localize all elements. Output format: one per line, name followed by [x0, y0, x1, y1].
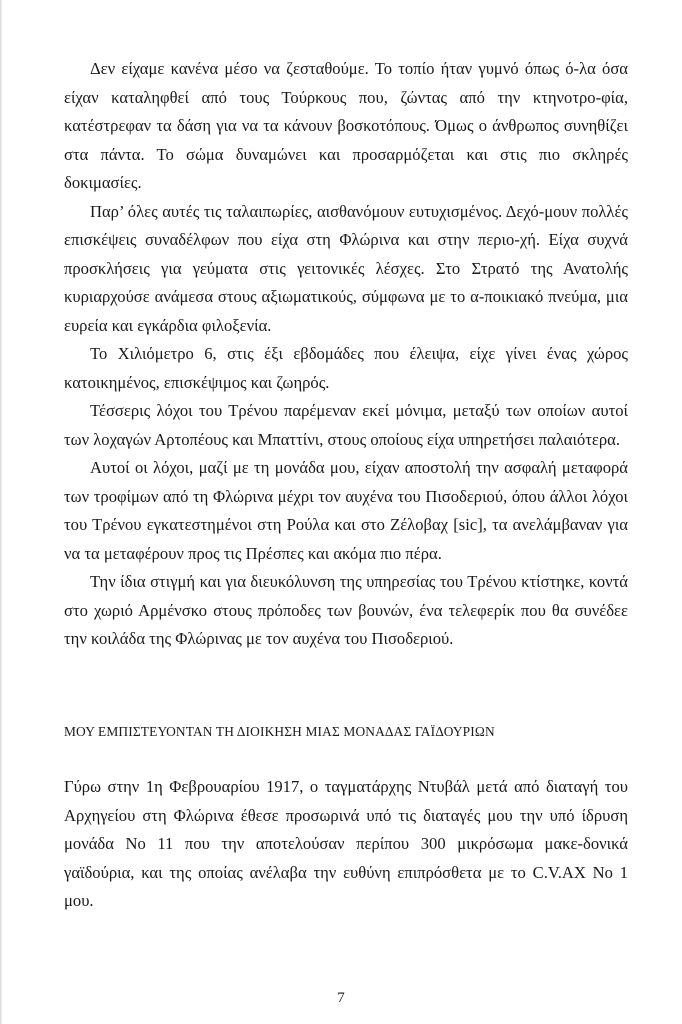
paragraph: Γύρω στην 1η Φεβρουαρίου 1917, ο ταγματάρχης Ντυβάλ μετά από διαταγή του Αρχηγείου στη Φλώρινα έθεσε προσωρινά υπό τις διαταγές μου την υπό ίδρυση μονάδα Νο 11 που την αποτελούσαν περίπου 300 μικρόσωμα μακε-δονικά γαϊδούρια, και της οποίας ανέλαβα την ευθύνη επιπρόσθετα με το C.V.AX Νο 1 μου. — [64, 777, 628, 910]
paragraph: Το Χιλιόμετρο 6, στις έξι εβδομάδες που έλειψα, είχε γίνει ένας χώρος κατοικημένος, επισκέψιμος και ζωηρός. — [64, 344, 628, 392]
paragraph: Τέσσερις λόχοι του Τρένου παρέμεναν εκεί μόνιμα, μεταξύ των οποίων αυτοί των λοχαγών Αρτοπέους και Μπαττίνι, στους οποίους είχα υπηρετήσει παλαιότερα. — [64, 401, 628, 449]
paragraph: Δεν είχαμε κανένα μέσο να ζεσταθούμε. Το τοπίο ήταν γυμνό όπως ό-λα όσα είχαν καταληφθεί από τους Τούρκους που, ζώντας από την κτηνοτρο-φία, κατέστρεφαν τα δάση για να τα κάνουν βοσκοτόπους. Όμως ο άνθρωπος συνηθίζει στα πάντα. Το σώμα δυναμώνει και προσαρμόζεται και στις πιο σκληρές δοκιμασίες. — [64, 59, 628, 192]
page-edge-shadow — [0, 0, 3, 1024]
page-number: 7 — [337, 990, 345, 1006]
paragraph: Την ίδια στιγμή και για διευκόλυνση της υπηρεσίας του Τρένου κτίστηκε, κοντά στο χωριό Αρμένσκο στους πρόποδες των βουνών, ένα τελεφερίκ που θα συνέδεε την κοιλάδα της Φλώρινας με τον αυχένα του Πισοδεριού. — [64, 572, 628, 648]
paragraph: Παρ’ όλες αυτές τις ταλαιπωρίες, αισθανόμουν ευτυχισμένος. Δεχό-μουν πολλές επισκέψεις συναδέλφων που είχα στη Φλώρινα και στην περιο-χή. Είχα συχνά προσκλήσεις για γεύματα στις γειτονικές λέσχες. Στο Στρατό της Ανατολής κυριαρχούσε ανάμεσα στους αξιωματικούς, σύμφωνα με το α-ποικιακό πνεύμα, μια ευρεία και εγκάρδια φιλοξενία. — [64, 201, 628, 335]
section-heading: ΜΟΥ ΕΜΠΙΣΤΕΥΟΝΤΑΝ ΤΗ ΔΙΟΙΚΗΣΗ ΜΙΑΣ ΜΟΝΑΔΑΣ ΓΑΪΔΟΥΡΙΩΝ — [64, 724, 495, 739]
paragraph: Αυτοί οι λόχοι, μαζί με τη μονάδα μου, είχαν αποστολή την ασφαλή μεταφορά των τροφίμων από τη Φλώρινα μέχρι τον αυχένα του Πισοδεριού, όπου άλλοι λόχοι του Τρένου εγκατεστημένοι στη Ρούλα και στο Ζέλοβαχ [sic], τα ανελάμβαναν για να τα μεταφέρουν προς τις Πρέσπες και ακόμα πιο πέρα. — [64, 458, 628, 563]
section-text-block — [64, 773, 628, 916]
body-text-block — [64, 55, 628, 654]
